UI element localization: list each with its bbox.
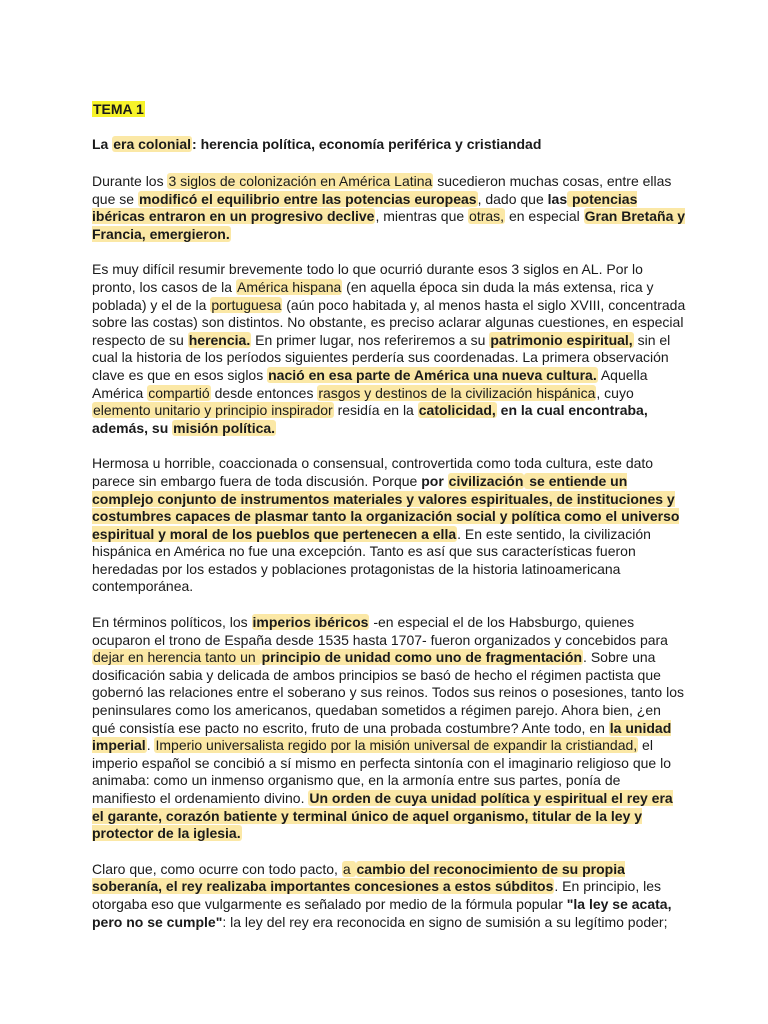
topic-label [92,100,686,118]
paragraph-3: Hermosa u horrible, coaccionada o consensual, controvertida como toda cultura, este dato parece sin embargo fuera de toda discusión. Porque por civilización se entiende un complejo conjunto de instrumentos materiales y valores espirituales, de instituciones y costumbres capaces de plasmar tanto la organización social y política como el universo espiritual y moral de los pueblos que pertenecen a ella. En este sentido, la civilización hispánica en América no fue una excepción. Tanto es así que sus características fueron heredadas por los estados y poblaciones protagonistas de la historia latinoamericana contemporánea. [92,455,680,595]
paragraph-2: Es muy difícil resumir brevemente todo lo que ocurrió durante esos 3 siglos en AL. Por lo pronto, los casos de la América hispana (en aquella época sin duda la más extensa, rica y poblada) y el de la portuguesa (aún poco habitada y, al menos hasta el siglo XVIII, concentrada sobre las costas) son distintos. No obstante, es preciso aclarar algunas cuestiones, en especial respecto de su herencia. En primer lugar, nos referiremos a su patrimonio espiritual, sin el cual la historia de los períodos siguientes perdería sus coordenadas. La primera observación clave es que en esos siglos nació en esa parte de América una nueva cultura. Aquella América compartió desde entonces rasgos y destinos de la civilización hispánica, cuyo elemento unitario y principio inspirador residía en la catolicidad, en la cual encontraba, además, su misión política. [92,261,686,436]
section-heading: La era colonial: herencia política, economía periférica y cristiandad [92,136,542,152]
topic-highlight: TEMA 1 [93,101,144,117]
paragraph-5: Claro que, como ocurre con todo pacto, a cambio del reconocimiento de su propia soberanía, el rey realizaba importantes concesiones a estos súbditos. En principio, les otorgaba eso que vulgarmente es señalado por medio de la fórmula popular "la ley se acata, pero no se cumple": la ley del rey era reconocida en signo de sumisión a su legítimo poder; [92,860,672,930]
document-body [92,100,686,931]
paragraph-4: En términos políticos, los imperios ibéricos -en especial el de los Habsburgo, quienes ocuparon el trono de España desde 1535 hasta 1707- fueron organizados y concebidos para dejar en herencia tanto un principio de unidad como uno de fragmentación. Sobre una dosificación sabia y delicada de ambos principios se basó de hecho el régimen pactista que gobernó las relaciones entre el soberano y sus reinos. Todos sus reinos o posesiones, tanto los peninsulares como los americanos, quedaban sometidos a régimen parejo. Ahora bien, ¿en qué consistía ese pacto no escrito, fruto de una probada costumbre? Ante todo, en la unidad imperial. Imperio universalista regido por la misión universal de expandir la cristiandad, el imperio español se concibió a sí mismo en perfecta sintonía con el imaginario religioso que lo animaba: como un inmenso organismo que, en la armonía entre sus partes, ponía de manifiesto el ordenamiento divino. Un orden de cuya unidad política y espiritual el rey era el garante, corazón batiente y terminal único de aquel organismo, titular de la ley y protector de la iglesia. [92,614,684,842]
paragraph-1: Durante los 3 siglos de colonización en América Latina sucedieron muchas cosas, entre ellas que se modificó el equilibrio entre las potencias europeas, dado que las potencias ibéricas entraron en un progresivo declive, mientras que otras, en especial Gran Bretaña y Francia, emergieron. [92,173,686,242]
